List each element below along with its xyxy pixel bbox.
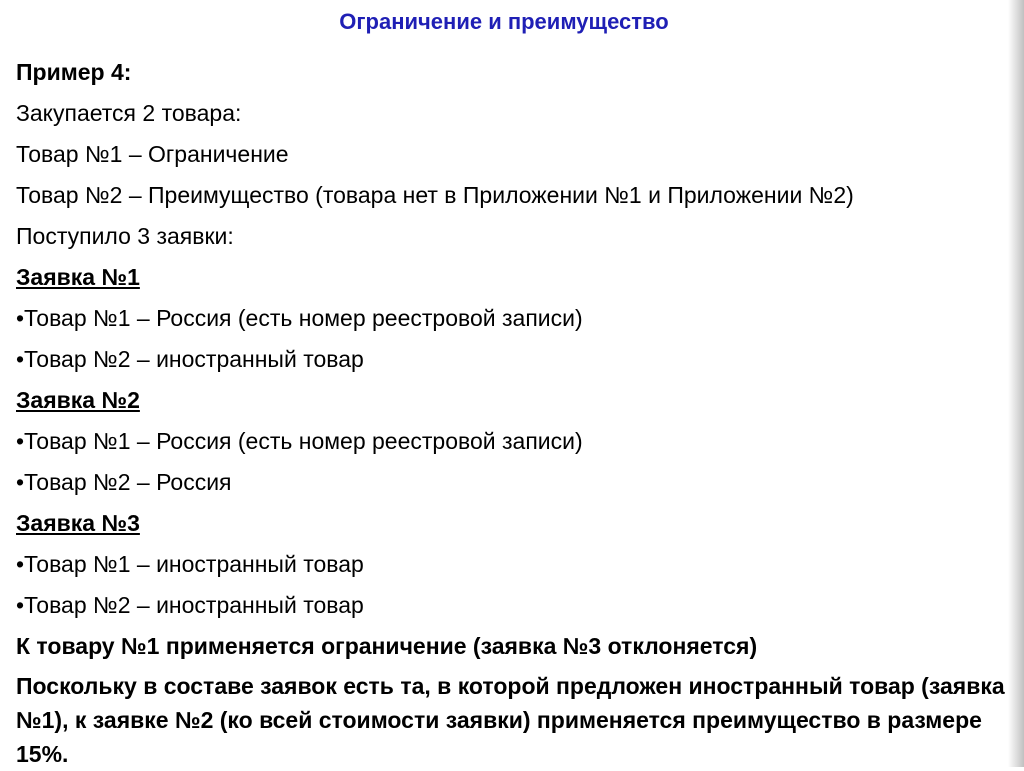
- slide-title: Ограничение и преимущество: [339, 9, 669, 34]
- application-2-bullet-2: •Товар №2 – Россия: [16, 469, 232, 495]
- item1-line: Товар №1 – Ограничение: [16, 141, 289, 167]
- received-line: Поступило 3 заявки:: [16, 223, 234, 249]
- application-1-bullet-2: •Товар №2 – иностранный товар: [16, 346, 364, 372]
- application-3-heading: Заявка №3: [16, 510, 140, 536]
- example-heading: Пример 4:: [16, 59, 132, 85]
- item2-line: Товар №2 – Преимущество (товара нет в Приложении №1 и Приложении №2): [16, 182, 854, 208]
- conclusion-restriction: К товару №1 применяется ограничение (заявка №3 отклоняется): [16, 633, 758, 659]
- application-1-heading: Заявка №1: [16, 264, 140, 290]
- conclusion-preference: Поскольку в составе заявок есть та, в которой предложен иностранный товар (заявка №1), к заявке №2 (ко всей стоимости заявки) применяется преимущество в размере 15%.: [16, 673, 1005, 767]
- application-1-bullet-1: •Товар №1 – Россия (есть номер реестровой записи): [16, 305, 583, 331]
- application-3-bullet-2: •Товар №2 – иностранный товар: [16, 592, 364, 618]
- application-3-bullet-1: •Товар №1 – иностранный товар: [16, 551, 364, 577]
- slide-content: [16, 52, 1006, 771]
- purchase-line: Закупается 2 товара:: [16, 100, 242, 126]
- application-2-heading: Заявка №2: [16, 387, 140, 413]
- slide-edge-shadow: [1008, 0, 1024, 767]
- application-2-bullet-1: •Товар №1 – Россия (есть номер реестровой записи): [16, 428, 583, 454]
